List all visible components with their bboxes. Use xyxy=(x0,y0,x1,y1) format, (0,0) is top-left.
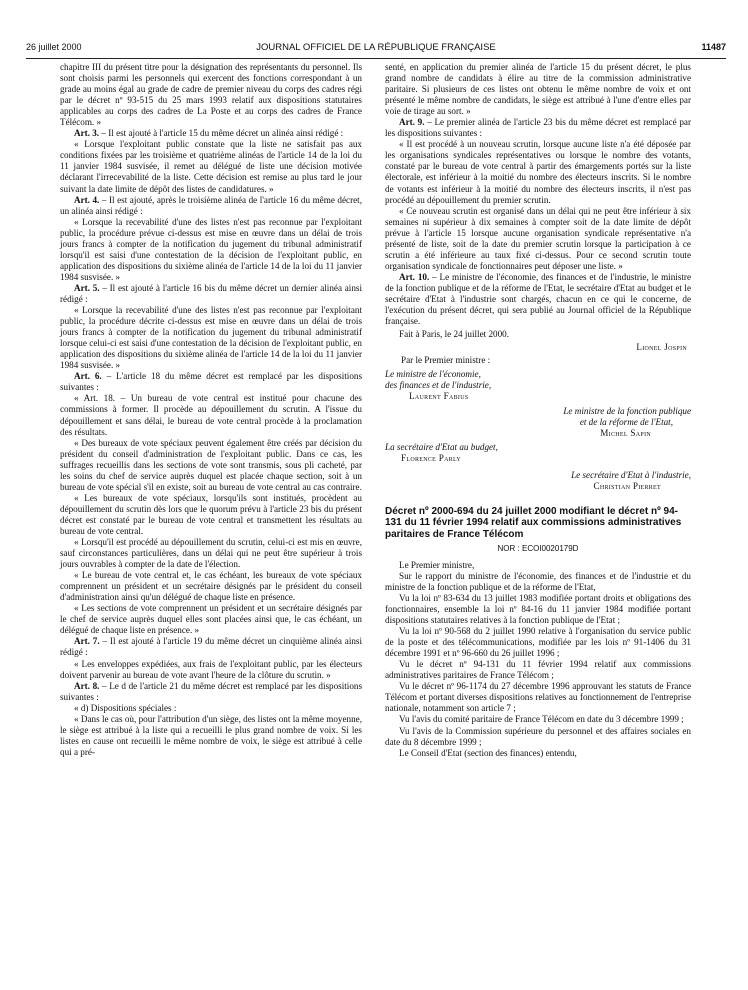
article-9: Art. 9. – Le premier alinéa de l'article 23 bis du même décret est remplacé par les dispositions suivantes : xyxy=(385,117,691,139)
done-at-line: Fait à Paris, le 24 juillet 2000. xyxy=(399,329,509,340)
article-10: Art. 10. – Le ministre de l'économie, des finances et de l'industrie, le ministre de la fonction publique et de la réforme de l'Etat, le secrétaire d'Etat au budget et le secrétaire d'Etat à l'industrie sont chargés, chacun en ce qui le concerne, de l'exécution du présent décret, qui sera publié au Journal officiel de la République française. xyxy=(385,271,691,327)
decree-paragraph: Sur le rapport du ministre de l'économie, des finances et de l'industrie et du ministre de la fonction publique et de la réforme de l'Etat, xyxy=(385,570,691,592)
paragraph: « Des bureaux de vote spéciaux peuvent également être créés par décision du président du conseil d'administration de l'exploitant public. Dans ce cas, les suffrages recueillis dans les sections de vote sont transmis, sous pli cacheté, par les soins du chef de service auprès duquel est placée chaque section, soit à un bureau de vote spécial s'il en existe, soit au bureau de vote central au cas contraire. xyxy=(60,437,362,492)
paragraph: « Dans le cas où, pour l'attribution d'un siège, des listes ont la même moyenne, le siège est attribué à la liste qui a recueilli le plus grand nombre de voix. Si les listes en cause ont recueilli le même nombre de voix, le siège est attribué à celle qui a pré- xyxy=(60,713,362,757)
decree-paragraph: Vu l'avis du comité paritaire de France Télécom en date du 3 décembre 1999 ; xyxy=(399,714,684,725)
paragraph: « Les sections de vote comprennent un président et un secrétaire désignés par le chef de service auprès duquel elles sont placées ainsi que, le cas échéant, un délégué de chaque liste en présence. » xyxy=(60,603,362,636)
paragraph: « Le bureau de vote central et, le cas échéant, les bureaux de vote spéciaux comprennent un président et un secrétaire désignés par le président du conseil d'administration ainsi qu'un délégué de chaque liste en présence. xyxy=(60,570,362,603)
paragraph: « Les bureaux de vote spéciaux, lorsqu'ils sont institués, procèdent au dépouillement du scrutin dès lors que le quorum prévu à l'article 23 bis du présent décret est constaté par le bureau de vote central et transmettent les résultats au bureau de vote central. xyxy=(60,492,362,536)
paragraph: « Lorsque la recevabilité d'une des listes n'est pas reconnue par l'exploitant public, la procédure prévue ci-dessus est mise en œuvre dans un délai de trois jours francs à compter de la notification du jugement du tribunal administratif lorsqu'il est saisi d'une contestation de la décision de l'exploitant public, en application des dispositions du sixième alinéa de l'article 14 de la loi du 11 janvier 1984 susvisée. » xyxy=(60,216,362,282)
decree-nor: NOR : ECOI0020179D xyxy=(497,543,579,553)
decree-paragraph: Vu la loi nº 83-634 du 13 juillet 1983 modifiée portant droits et obligations des fonctionnaires, ensemble la loi nº 84-16 du 11 janvier 1984 modifiée portant dispositions statutaires relatives à la fonction publique de l'Etat ; xyxy=(385,592,691,626)
page-header xyxy=(26,42,726,54)
article-4: Art. 4. – Il est ajouté, après le troisième alinéa de l'article 16 du même décret, un alinéa ainsi rédigé : xyxy=(60,194,362,216)
paragraph: « Lorsque la recevabilité d'une des listes n'est pas reconnue par l'exploitant public, la procédure décrite ci-dessus est mise en œuvre dans un délai de trois jours francs à compter de la notification du jugement du tribunal administratif lorsque celui-ci est saisi d'une contestation de la décision de l'exploitant public, en application des dispositions du sixième alinéa de l'article 14 de la loi du 11 janvier 1984 susvisée. » xyxy=(60,305,362,371)
header-title: JOURNAL OFFICIEL DE LA RÉPUBLIQUE FRANÇAISE xyxy=(256,42,496,53)
decree-title: Décret nº 2000-694 du 24 juillet 2000 modifiant le décret nº 94-131 du 11 février 1994 relatif aux commissions administratives paritaires de France Télécom xyxy=(385,506,682,540)
article-3: Art. 3. – Il est ajouté à l'article 15 du même décret un alinéa ainsi rédigé : xyxy=(74,128,344,139)
decree-paragraph: Vu la loi nº 90-568 du 2 juillet 1990 relative à l'organisation du service public de la poste et des télécommunications, modifiée par les lois nº 91-1406 du 31 décembre 1991 et nº 96-660 du 26 juillet 1996 ; xyxy=(385,626,691,659)
paragraph: « Il est procédé à un nouveau scrutin, lorsque aucune liste n'a été déposée par les organisations syndicales représentatives ou lorsque le nombre des votants, constaté par le bureau de vote central à partir des émargements portés sur la liste électorale, est inférieur à la moitié du nombre des électeurs inscrits. Si le nombre de votants est inférieur à la moitié du nombre des électeurs inscrits, il n'est pas procédé au dépouillement du premier scrutin. xyxy=(385,139,691,205)
decree-paragraph: Vu le décret nº 96-1174 du 27 décembre 1996 approuvant les statuts de France Télécom et portant diverses dispositions relatives au fonctionnement de l'entreprise nationale, notamment son article 7 ; xyxy=(385,681,691,714)
header-date: 26 juillet 2000 xyxy=(26,42,82,52)
paragraph: « Les enveloppes expédiées, aux frais de l'exploitant public, par les électeurs doivent parvenir au bureau de vote avant l'heure de la clôture du scrutin. » xyxy=(60,658,362,680)
decree-paragraph: Le Premier ministre, xyxy=(399,559,475,570)
decree-paragraph: Vu le décret nº 94-131 du 11 février 1994 relatif aux commissions administratives paritaires de France Télécom ; xyxy=(385,659,691,681)
signature-fp-role-2: et de la réforme de l'Etat, xyxy=(579,417,673,428)
header-rule xyxy=(26,58,726,59)
decree-paragraph: Le Conseil d'Etat (section des finances) entendu, xyxy=(399,747,577,758)
article-7: Art. 7. – Il est ajouté à l'article 19 du même décret un cinquième alinéa ainsi rédigé : xyxy=(60,636,362,658)
signature-industry-role: Le secrétaire d'Etat à l'industrie, xyxy=(571,470,691,481)
article-5: Art. 5. – Il est ajouté à l'article 16 bis du même décret un dernier alinéa ainsi rédigé : xyxy=(60,282,362,304)
paragraph: chapitre III du présent titre pour la désignation des représentants du personnel. Ils sont choisis parmi les personnels qui exercent des fonctions correspondant à un grade au moins égal au grade de cadre de premier niveau du corps des cadres régi par le décret nº 93-515 du 25 mars 1993 relatif aux dispositions statutaires applicables au corps des cadres de La Poste et au corps des cadres de France Télécom. » xyxy=(60,62,362,128)
article-8: Art. 8. – Le d de l'article 21 du même décret est remplacé par les dispositions suivantes : xyxy=(60,680,362,702)
signature-eco-role-1: Le ministre de l'économie, xyxy=(385,369,481,380)
signature-eco-role-2: des finances et de l'industrie, xyxy=(385,380,492,391)
decree-paragraph: Vu l'avis de la Commission supérieure du personnel et des affaires sociales en date du 8 décembre 1999 ; xyxy=(385,725,691,747)
signature-industry-name: Christian Pierret xyxy=(593,481,661,492)
signatures xyxy=(385,342,691,470)
paragraph: « Art. 18. – Un bureau de vote central est institué pour chacune des commissions à former. Il procède au dépouillement du scrutin. A l'issue du dépouillement et sans délai, le bureau de vote central procède à la proclamation des résultats. xyxy=(60,393,362,437)
signature-industry xyxy=(385,470,691,496)
paragraph: senté, en application du premier alinéa de l'article 15 du présent décret, le plus grand nombre de candidats à élire au titre de la commission administrative paritaire. Si plusieurs de ces listes ont obtenu le même nombre de voix et ont présenté le même nombre de candidats, le siège est attribué à l'une d'entre elles par voie de tirage au sort. » xyxy=(385,62,691,117)
signature-par: Par le Premier ministre : xyxy=(401,355,491,366)
signature-budget-role: La secrétaire d'Etat au budget, xyxy=(385,442,498,453)
left-column xyxy=(60,62,362,758)
paragraph: « Lorsque l'exploitant public constate que la liste ne satisfait pas aux conditions fixées par les troisième et quatrième alinéas de l'article 14 de la loi du 11 janvier 1984 susvisée, il remet au délégué de liste une décision motivée déclarant l'irrecevabilité de la liste. Cette décision est remise au plus tard le jour suivant la date limite de dépôt des listes de candidatures. » xyxy=(60,139,362,194)
right-column xyxy=(385,62,691,759)
header-page-number: 11487 xyxy=(701,42,726,52)
paragraph: « Ce nouveau scrutin est organisé dans un délai qui ne peut être inférieur à six semaines ni supérieur à dix semaines à compter soit de la date limite de dépôt prévue à l'article 15 lorsque aucune organisation syndicale représentative n'a présenté de liste, soit de la date du premier scrutin lorsque la participation à ce scrutin a été inférieure au taux fixé ci-dessus. Pour ce second scrutin toute organisation syndicale de fonctionnaires peut déposer une liste. » xyxy=(385,205,691,271)
signature-fp-role-1: Le ministre de la fonction publique xyxy=(563,406,691,417)
signature-eco-name: Laurent Fabius xyxy=(409,391,469,402)
signature-fp-name: Michel Sapin xyxy=(600,428,651,439)
paragraph: « Lorsqu'il est procédé au dépouillement du scrutin, celui-ci est mis en œuvre, sauf circonstances particulières, dans un délai qui ne peut être supérieur à trois jours ouvrables à compter de la date de l'élection. xyxy=(60,537,362,570)
signature-budget-name: Florence Parly xyxy=(401,453,462,464)
article-6: Art. 6. – L'article 18 du même décret est remplacé par les dispositions suivantes : xyxy=(60,371,363,393)
signature-pm: Lionel Jospin xyxy=(636,342,687,353)
paragraph: « d) Dispositions spéciales : xyxy=(74,702,177,713)
